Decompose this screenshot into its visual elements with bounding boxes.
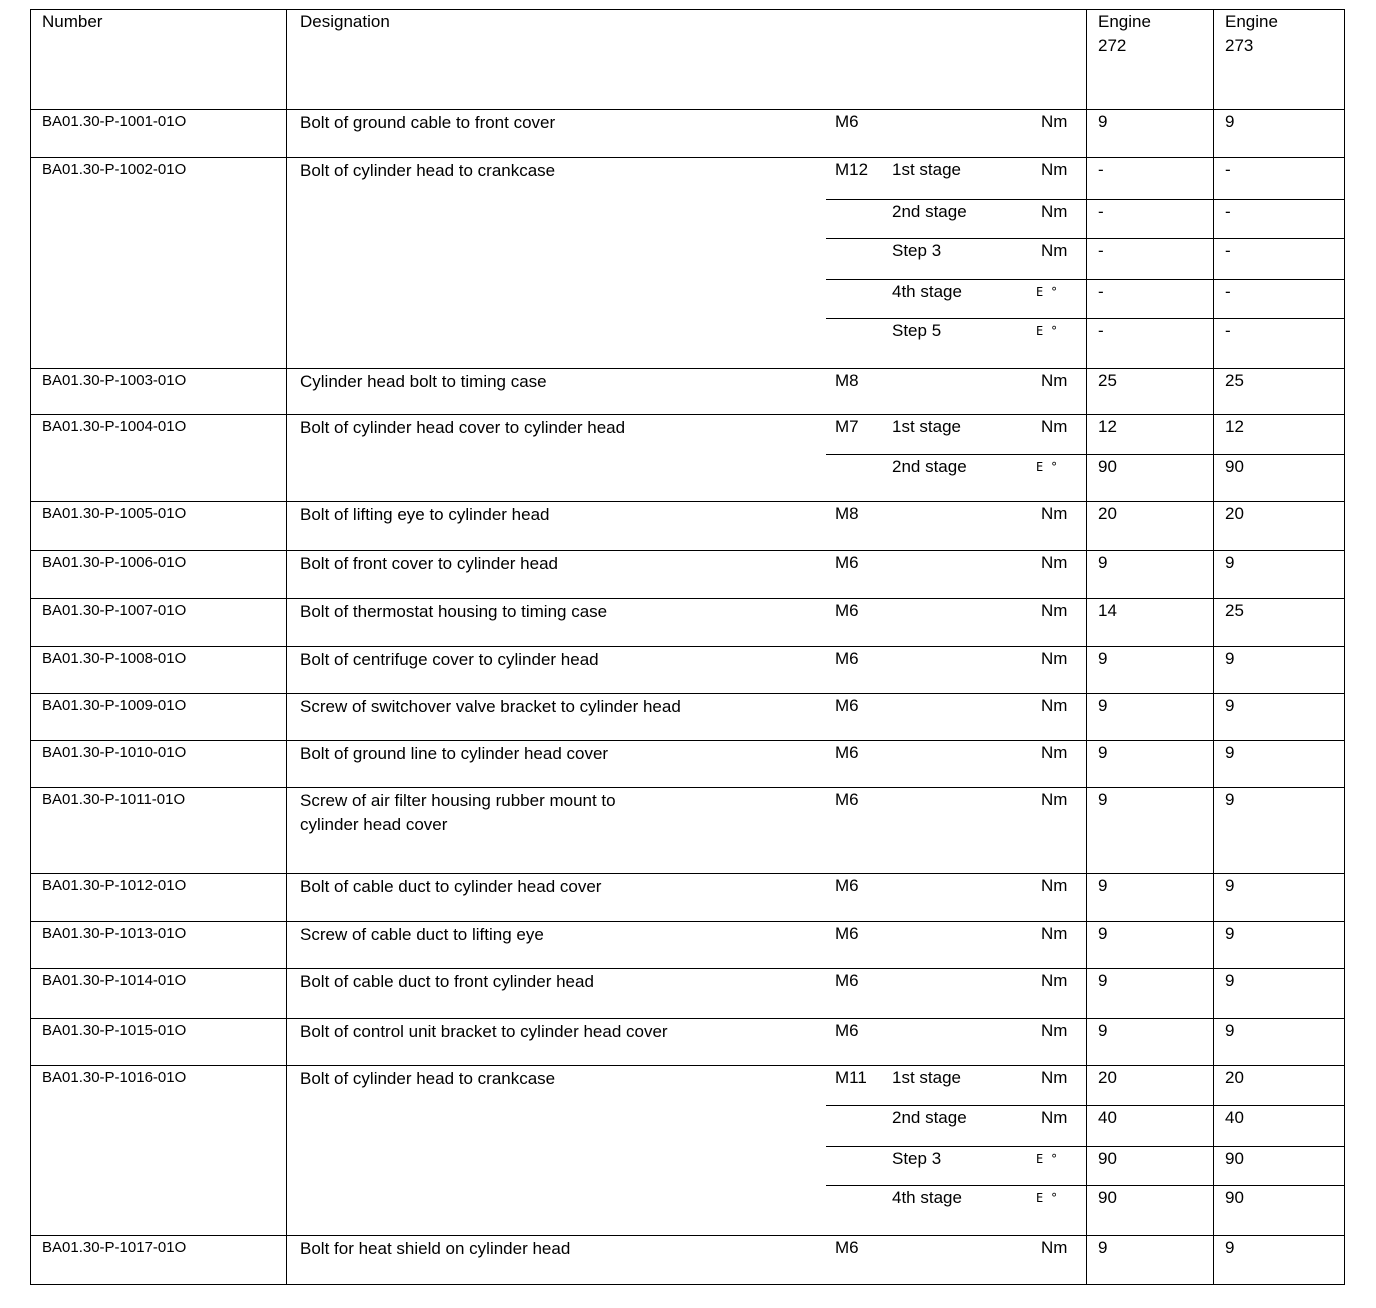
value-engine-272: 12 bbox=[1098, 417, 1117, 436]
torque-unit: Nm bbox=[1041, 417, 1068, 436]
thread-size: M6 bbox=[835, 876, 859, 895]
torque-unit: E ° bbox=[1036, 285, 1058, 299]
row-divider bbox=[30, 1018, 1344, 1019]
designation-text: Bolt of front cover to cylinder head bbox=[300, 554, 558, 573]
torque-unit: Nm bbox=[1041, 160, 1068, 179]
value-engine-273: 20 bbox=[1225, 1068, 1244, 1087]
row-divider bbox=[30, 598, 1344, 599]
thread-size: M6 bbox=[835, 1021, 859, 1040]
value-engine-273: 90 bbox=[1225, 1188, 1244, 1207]
torque-unit: Nm bbox=[1041, 371, 1068, 390]
tightening-stage: Step 5 bbox=[892, 321, 942, 340]
row-divider bbox=[30, 787, 1344, 788]
thread-size: M6 bbox=[835, 696, 859, 715]
designation-text: Screw of switchover valve bracket to cylinder head bbox=[300, 697, 681, 716]
tightening-stage: Step 3 bbox=[892, 241, 942, 260]
part-number: BA01.30-P-1011-01O bbox=[42, 791, 186, 808]
thread-size: M6 bbox=[835, 601, 859, 620]
tightening-stage: 2nd stage bbox=[892, 1108, 967, 1127]
value-engine-272: 20 bbox=[1098, 1068, 1117, 1087]
designation-text: Bolt of cable duct to front cylinder head bbox=[300, 972, 594, 991]
thread-size: M6 bbox=[835, 1238, 859, 1257]
value-engine-272: 9 bbox=[1098, 1238, 1108, 1257]
thread-size: M7 bbox=[835, 417, 859, 436]
part-number: BA01.30-P-1003-01O bbox=[42, 372, 187, 389]
thread-size: M8 bbox=[835, 371, 859, 390]
value-engine-273: 90 bbox=[1225, 1149, 1244, 1168]
part-number: BA01.30-P-1016-01O bbox=[42, 1069, 187, 1086]
value-engine-272: 40 bbox=[1098, 1108, 1117, 1127]
thread-size: M6 bbox=[835, 924, 859, 943]
designation-text: Bolt of lifting eye to cylinder head bbox=[300, 505, 550, 524]
torque-unit: Nm bbox=[1041, 1021, 1068, 1040]
value-engine-273: 9 bbox=[1225, 1021, 1235, 1040]
value-engine-273: 9 bbox=[1225, 876, 1235, 895]
designation-text: Bolt of thermostat housing to timing case bbox=[300, 602, 608, 621]
value-engine-272: 9 bbox=[1098, 1021, 1108, 1040]
torque-unit: Nm bbox=[1041, 504, 1068, 523]
value-engine-272: 90 bbox=[1098, 457, 1117, 476]
value-engine-273: 9 bbox=[1225, 1238, 1235, 1257]
torque-unit: Nm bbox=[1041, 112, 1068, 131]
thread-size: M6 bbox=[835, 553, 859, 572]
part-number: BA01.30-P-1002-01O bbox=[42, 161, 187, 178]
part-number: BA01.30-P-1008-01O bbox=[42, 650, 187, 667]
part-number: BA01.30-P-1012-01O bbox=[42, 877, 187, 894]
value-engine-272: - bbox=[1098, 202, 1104, 221]
tightening-stage: 2nd stage bbox=[892, 202, 967, 221]
value-engine-272: 9 bbox=[1098, 790, 1108, 809]
value-engine-273: 90 bbox=[1225, 457, 1244, 476]
row-divider bbox=[30, 693, 1344, 694]
value-engine-273: 9 bbox=[1225, 553, 1235, 572]
row-divider bbox=[30, 873, 1344, 874]
part-number: BA01.30-P-1001-01O bbox=[42, 113, 187, 130]
torque-unit: E ° bbox=[1036, 324, 1058, 338]
thread-size: M6 bbox=[835, 743, 859, 762]
row-divider bbox=[30, 1235, 1344, 1236]
row-divider bbox=[30, 109, 1344, 110]
value-engine-272: - bbox=[1098, 282, 1104, 301]
tightening-stage: 2nd stage bbox=[892, 457, 967, 476]
value-engine-273: - bbox=[1225, 321, 1231, 340]
part-number: BA01.30-P-1006-01O bbox=[42, 554, 187, 571]
value-engine-273: 9 bbox=[1225, 112, 1235, 131]
designation-text: Bolt of centrifuge cover to cylinder head bbox=[300, 650, 599, 669]
row-divider bbox=[30, 921, 1344, 922]
header-engine-272: Engine 272 bbox=[1098, 12, 1151, 55]
tightening-stage: 4th stage bbox=[892, 1188, 962, 1207]
row-divider bbox=[30, 740, 1344, 741]
value-engine-272: - bbox=[1098, 321, 1104, 340]
tightening-stage: 1st stage bbox=[892, 160, 961, 179]
torque-unit: Nm bbox=[1041, 1068, 1068, 1087]
tightening-stage: 1st stage bbox=[892, 1068, 961, 1087]
value-engine-272: 9 bbox=[1098, 696, 1108, 715]
designation-text: Cylinder head bolt to timing case bbox=[300, 372, 547, 391]
tightening-stage: Step 3 bbox=[892, 1149, 942, 1168]
header-designation: Designation bbox=[300, 12, 390, 31]
designation-text: Bolt of cylinder head cover to cylinder head bbox=[300, 418, 626, 437]
value-engine-273: 9 bbox=[1225, 971, 1235, 990]
designation-text: Bolt of ground cable to front cover bbox=[300, 113, 556, 132]
row-divider bbox=[30, 646, 1344, 647]
part-number: BA01.30-P-1014-01O bbox=[42, 972, 187, 989]
row-divider bbox=[30, 368, 1344, 369]
value-engine-273: 40 bbox=[1225, 1108, 1244, 1127]
value-engine-273: 9 bbox=[1225, 743, 1235, 762]
thread-size: M6 bbox=[835, 649, 859, 668]
designation-text: Bolt of cylinder head to crankcase bbox=[300, 1069, 556, 1088]
value-engine-273: 9 bbox=[1225, 696, 1235, 715]
part-number: BA01.30-P-1015-01O bbox=[42, 1022, 187, 1039]
torque-unit: Nm bbox=[1041, 971, 1068, 990]
thread-size: M6 bbox=[835, 971, 859, 990]
value-engine-273: 12 bbox=[1225, 417, 1244, 436]
part-number: BA01.30-P-1004-01O bbox=[42, 418, 187, 435]
header-engine-273: Engine 273 bbox=[1225, 12, 1278, 55]
header-number: Number bbox=[42, 12, 103, 31]
thread-size: M11 bbox=[835, 1068, 867, 1087]
torque-unit: Nm bbox=[1041, 790, 1068, 809]
part-number: BA01.30-P-1009-01O bbox=[42, 697, 187, 714]
part-number: BA01.30-P-1013-01O bbox=[42, 925, 187, 942]
thread-size: M12 bbox=[835, 160, 869, 179]
torque-unit: E ° bbox=[1036, 1191, 1058, 1205]
value-engine-273: 20 bbox=[1225, 504, 1244, 523]
part-number: BA01.30-P-1005-01O bbox=[42, 505, 187, 522]
row-divider bbox=[30, 968, 1344, 969]
value-engine-272: 9 bbox=[1098, 971, 1108, 990]
value-engine-273: - bbox=[1225, 282, 1231, 301]
value-engine-273: - bbox=[1225, 202, 1231, 221]
value-engine-273: - bbox=[1225, 241, 1231, 260]
part-number: BA01.30-P-1010-01O bbox=[42, 744, 187, 761]
row-divider bbox=[30, 414, 1344, 415]
value-engine-272: 9 bbox=[1098, 743, 1108, 762]
column-divider bbox=[1213, 9, 1214, 1285]
row-divider bbox=[30, 157, 1344, 158]
torque-unit: Nm bbox=[1041, 1108, 1068, 1127]
value-engine-272: 9 bbox=[1098, 924, 1108, 943]
value-engine-272: 25 bbox=[1098, 371, 1117, 390]
value-engine-272: 90 bbox=[1098, 1149, 1117, 1168]
value-engine-273: 9 bbox=[1225, 649, 1235, 668]
designation-text: Screw of cable duct to lifting eye bbox=[300, 925, 544, 944]
value-engine-273: 9 bbox=[1225, 790, 1235, 809]
value-engine-272: 9 bbox=[1098, 553, 1108, 572]
part-number: BA01.30-P-1017-01O bbox=[42, 1239, 187, 1256]
value-engine-272: 9 bbox=[1098, 112, 1108, 131]
designation-text: Bolt of cable duct to cylinder head cover bbox=[300, 877, 602, 896]
part-number: BA01.30-P-1007-01O bbox=[42, 602, 187, 619]
designation-text: Screw of air filter housing rubber mount to cylinder head cover bbox=[300, 791, 616, 834]
torque-unit: Nm bbox=[1041, 202, 1068, 221]
torque-unit: Nm bbox=[1041, 649, 1068, 668]
value-engine-272: 9 bbox=[1098, 876, 1108, 895]
value-engine-272: 9 bbox=[1098, 649, 1108, 668]
row-divider bbox=[30, 1065, 1344, 1066]
torque-unit: Nm bbox=[1041, 876, 1068, 895]
designation-text: Bolt of control unit bracket to cylinder head cover bbox=[300, 1022, 668, 1041]
designation-text: Bolt of cylinder head to crankcase bbox=[300, 161, 556, 180]
thread-size: M6 bbox=[835, 112, 859, 131]
column-divider bbox=[286, 9, 287, 1285]
torque-table bbox=[30, 9, 1345, 1285]
designation-text: Bolt of ground line to cylinder head cover bbox=[300, 744, 609, 763]
torque-unit: Nm bbox=[1041, 696, 1068, 715]
tightening-stage: 4th stage bbox=[892, 282, 962, 301]
designation-text: Bolt for heat shield on cylinder head bbox=[300, 1239, 571, 1258]
torque-unit: Nm bbox=[1041, 924, 1068, 943]
value-engine-272: 14 bbox=[1098, 601, 1117, 620]
value-engine-272: 90 bbox=[1098, 1188, 1117, 1207]
torque-unit: Nm bbox=[1041, 241, 1068, 260]
row-divider bbox=[30, 501, 1344, 502]
thread-size: M8 bbox=[835, 504, 859, 523]
value-engine-272: 20 bbox=[1098, 504, 1117, 523]
value-engine-273: 9 bbox=[1225, 924, 1235, 943]
torque-unit: E ° bbox=[1036, 460, 1058, 474]
value-engine-273: 25 bbox=[1225, 601, 1244, 620]
torque-unit: Nm bbox=[1041, 601, 1068, 620]
thread-size: M6 bbox=[835, 790, 859, 809]
torque-unit: Nm bbox=[1041, 743, 1068, 762]
value-engine-273: 25 bbox=[1225, 371, 1244, 390]
torque-unit: E ° bbox=[1036, 1152, 1058, 1166]
torque-unit: Nm bbox=[1041, 553, 1068, 572]
value-engine-273: - bbox=[1225, 160, 1231, 179]
value-engine-272: - bbox=[1098, 241, 1104, 260]
value-engine-272: - bbox=[1098, 160, 1104, 179]
column-divider bbox=[1086, 9, 1087, 1285]
torque-unit: Nm bbox=[1041, 1238, 1068, 1257]
row-divider bbox=[30, 550, 1344, 551]
tightening-stage: 1st stage bbox=[892, 417, 961, 436]
